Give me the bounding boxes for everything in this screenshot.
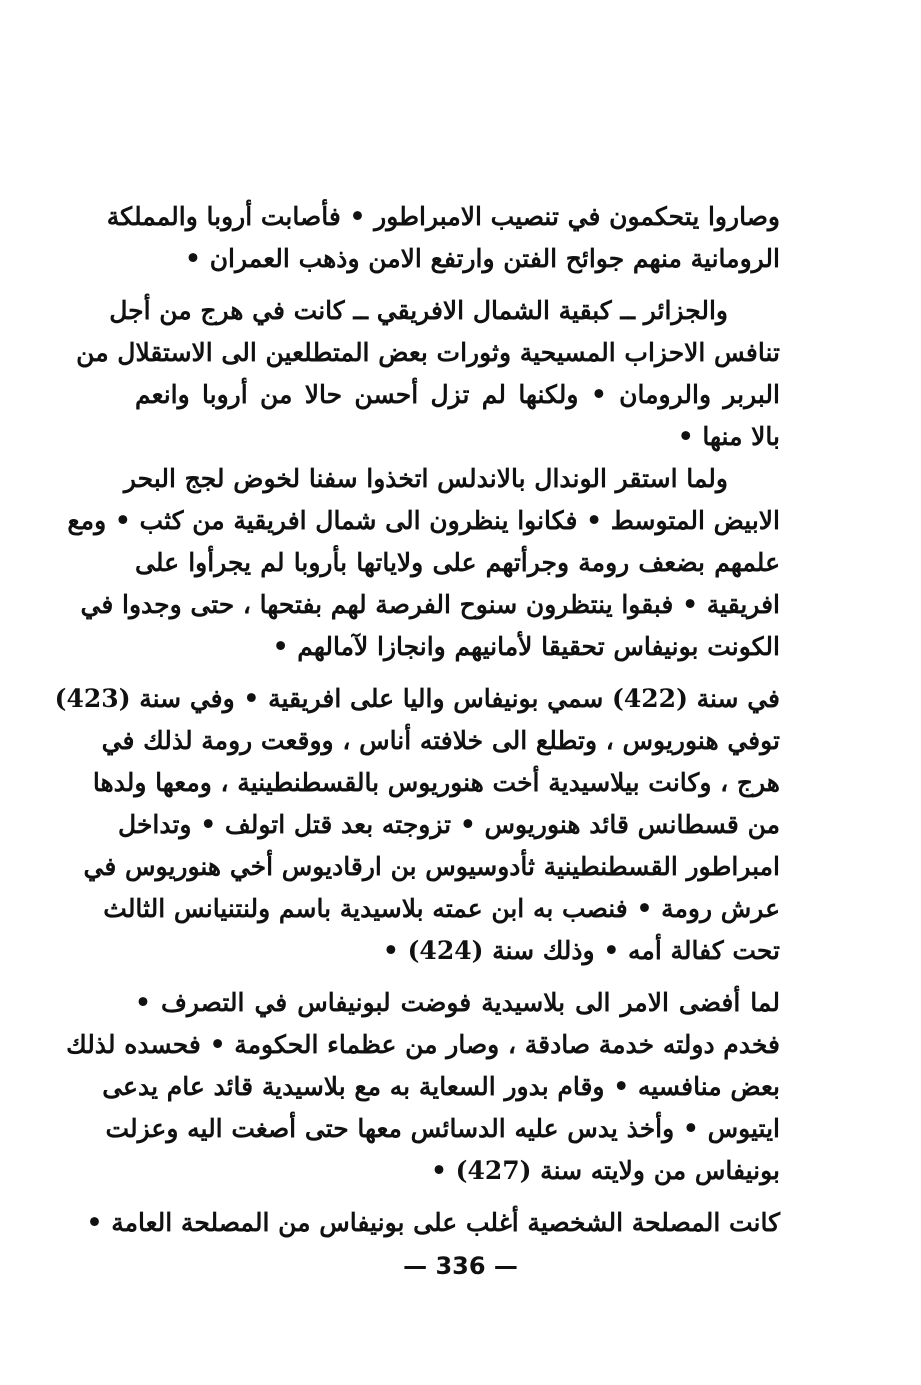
text-line: لما أفضى الامر الى بلاسيدية فوضت لبونيفاس في التصرف • <box>135 988 780 1017</box>
paragraph-6 <box>86 1202 780 1244</box>
text-line: بالا منها • <box>677 422 780 451</box>
paragraph-1 <box>106 196 780 280</box>
text-line: في سنة (422) سمي بونيفاس واليا على افريقية • وفي سنة (423) <box>54 684 780 713</box>
text-line: البربر والرومان • ولكنها لم تزل أحسن حالا من أروبا وانعم <box>135 380 780 409</box>
text-line: وصاروا يتحكمون في تنصيب الامبراطور • فأصابت أروبا والمملكة <box>106 202 780 231</box>
text-line: عرش رومة • فنصب به ابن عمته بلاسيدية باسم ولنتنيانس الثالث <box>103 894 780 923</box>
text-line: بونيفاس من ولايته سنة (427) • <box>430 1156 780 1185</box>
text-line: الابيض المتوسط • فكانوا ينظرون الى شمال افريقية من كثب • ومع <box>67 506 780 535</box>
text-line: ايتيوس • وأخذ يدس عليه الدسائس معها حتى أصغت اليه وعزلت <box>105 1114 780 1143</box>
text-line: ولما استقر الوندال بالاندلس اتخذوا سفنا لخوض لجج البحر <box>123 464 728 493</box>
text-line: الكونت بونيفاس تحقيقا لأمانيهم وانجازا لآمالهم • <box>272 632 780 661</box>
text-line: علمهم بضعف رومة وجرأتهم على ولاياتها بأروبا لم يجرأوا على <box>135 548 780 577</box>
text-line: تنافس الاحزاب المسيحية وثورات بعض المتطلعين الى الاستقلال من <box>76 338 780 367</box>
text-line: بعض منافسيه • وقام بدور السعاية به مع بلاسيدية قائد عام يدعى <box>102 1072 780 1101</box>
text-line: امبراطور القسطنطينية ثأدوسيوس بن ارقاديوس أخي هنوريوس في <box>83 852 780 881</box>
text-line: كانت المصلحة الشخصية أغلب على بونيفاس من المصلحة العامة • <box>86 1208 780 1237</box>
paragraph-3 <box>67 458 780 668</box>
text-line: من قسطانس قائد هنوريوس • تزوجته بعد قتل اتولف • وتداخل <box>118 810 780 839</box>
text-line: والجزائر ــ كبقية الشمال الافريقي ــ كانت في هرج من أجل <box>109 296 728 325</box>
paragraph-5 <box>66 982 780 1192</box>
text-line: الرومانية منهم جوائح الفتن وارتفع الامن وذهب العمران • <box>185 244 780 273</box>
paragraph-4 <box>54 678 780 972</box>
body-text <box>54 196 780 1244</box>
text-line: هرج ، وكانت بيلاسيدية أخت هنوريوس بالقسطنطينية ، ومعها ولدها <box>92 768 780 797</box>
page-number: — 336 — <box>403 1252 518 1280</box>
text-line: فخدم دولته خدمة صادقة ، وصار من عظماء الحكومة • فحسده لذلك <box>66 1030 780 1059</box>
paragraph-2 <box>76 290 780 458</box>
text-line: توفي هنوريوس ، وتطلع الى خلافته أناس ، ووقعت رومة لذلك في <box>101 726 780 755</box>
text-line: افريقية • فبقوا ينتظرون سنوح الفرصة لهم بفتحها ، حتى وجدوا في <box>80 590 780 619</box>
text-line: تحت كفالة أمه • وذلك سنة (424) • <box>382 936 780 965</box>
